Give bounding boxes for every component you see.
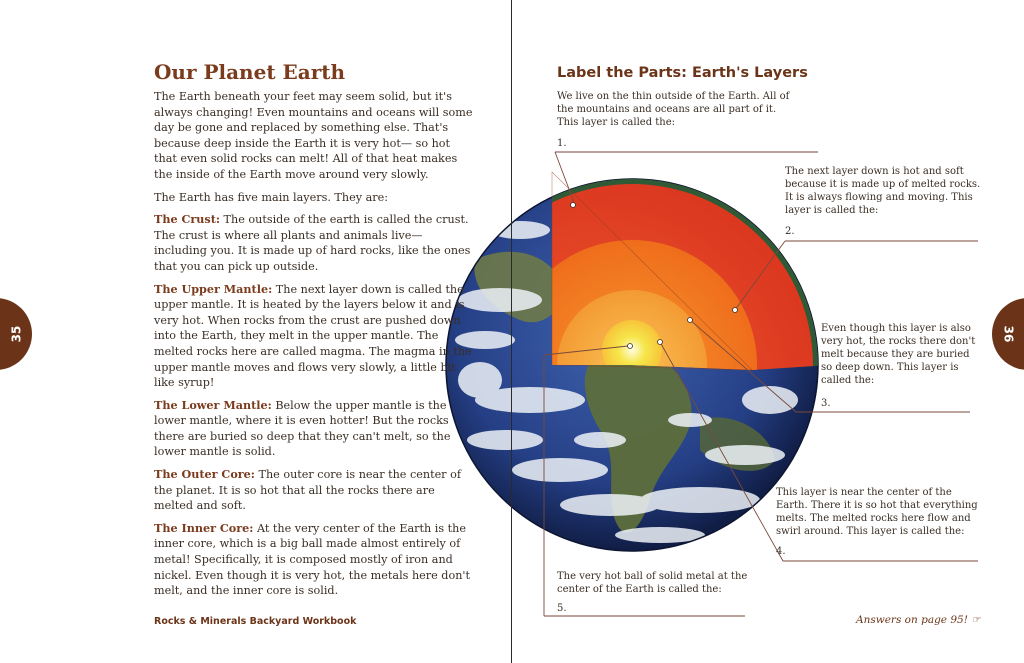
section-inner-core [154,521,474,599]
prompt-outer-core: This layer is near the center of the Earth. There it is so hot that everything melts. The melted rocks here flow and swirl around. This layer is called the: [776,487,978,537]
section-term: The Inner Core: [154,520,254,535]
prompt-lower-mantle: Even though this layer is also very hot, the rocks there don't melt because they are buried so deep down. This layer is called the: [821,323,976,386]
section-term: The Outer Core: [154,467,255,482]
answers-footer [856,614,981,626]
prompt-inner-core: The very hot ball of solid metal at the center of the Earth is called the: [557,571,748,595]
left-page-content [154,60,474,606]
section-outer-core [154,467,474,514]
prompt-crust: We live on the thin outside of the Earth. All of the mountains and oceans are all part of it. This layer is called the: [557,91,790,128]
section-text: The next layer down is called the upper mantle. It is heated by the layers below it and is very hot. When rocks from the crust are pushed down into the Earth, they melt in the upper mantle. The melted rocks here are called magma. The magma in the upper mantle moves and flows very slowly, a little bit like syrup! [154,282,472,390]
book-title-footer: Rocks & Minerals Backyard Workbook [154,616,357,627]
answer-label-2: 2. [785,226,795,237]
book-gutter [511,0,512,663]
answers-footer-text: Answers on page 95! [856,614,968,626]
section-text: The outer core is near the center of the planet. It is so hot that all the rocks there are melted and soft. [154,468,461,513]
answer-label-4: 4. [776,546,786,557]
intro-paragraph: The Earth beneath your feet may seem solid, but it's always changing! Even mountains and oceans will some day be gone and replaced by something else. That's because deep inside the Earth it is very hot— so hot that even solid rocks can melt! All of that heat makes the inside of the Earth move around very slowly. [154,90,473,181]
answer-label-5: 5. [557,603,567,614]
page-number-right: 36 [1000,325,1015,343]
answer-label-3: 3. [821,398,831,409]
section-text: At the very center of the Earth is the inner core, which is a big ball made almost entirely of metal! Specifically, it is composed mostly of iron and nickel. Even though it is very hot, the metals here don't melt, and the inner core is solid. [154,521,470,598]
prompt-upper-mantle: The next layer down is hot and soft because it is made up of melted rocks. It is always flowing and moving. This layer is called the: [785,166,981,216]
section-upper-mantle [154,282,474,391]
section-term: The Upper Mantle: [154,281,273,296]
section-term: The Crust: [154,212,220,227]
answer-label-1: 1. [557,138,567,149]
section-text: The outside of the earth is called the crust. The crust is where all plants and animals live— including you. It is made up of hard rocks, like the ones that you can pick up outside. [154,213,471,273]
pointing-hand-icon: ☞ [971,614,981,626]
page-number-left: 35 [8,325,23,343]
section-term: The Lower Mantle: [154,397,272,412]
section-lower-mantle [154,398,474,460]
layers-intro: The Earth has five main layers. They are: [154,190,388,204]
section-crust [154,212,474,274]
right-page-title: Label the Parts: Earth's Layers [557,65,808,81]
section-text: Below the upper mantle is the lower mantle, where it is even hotter! But the rocks there are buried so deep that they can't melt, so the lower mantle is solid. [154,398,451,459]
page-title: Our Planet Earth [154,60,346,84]
